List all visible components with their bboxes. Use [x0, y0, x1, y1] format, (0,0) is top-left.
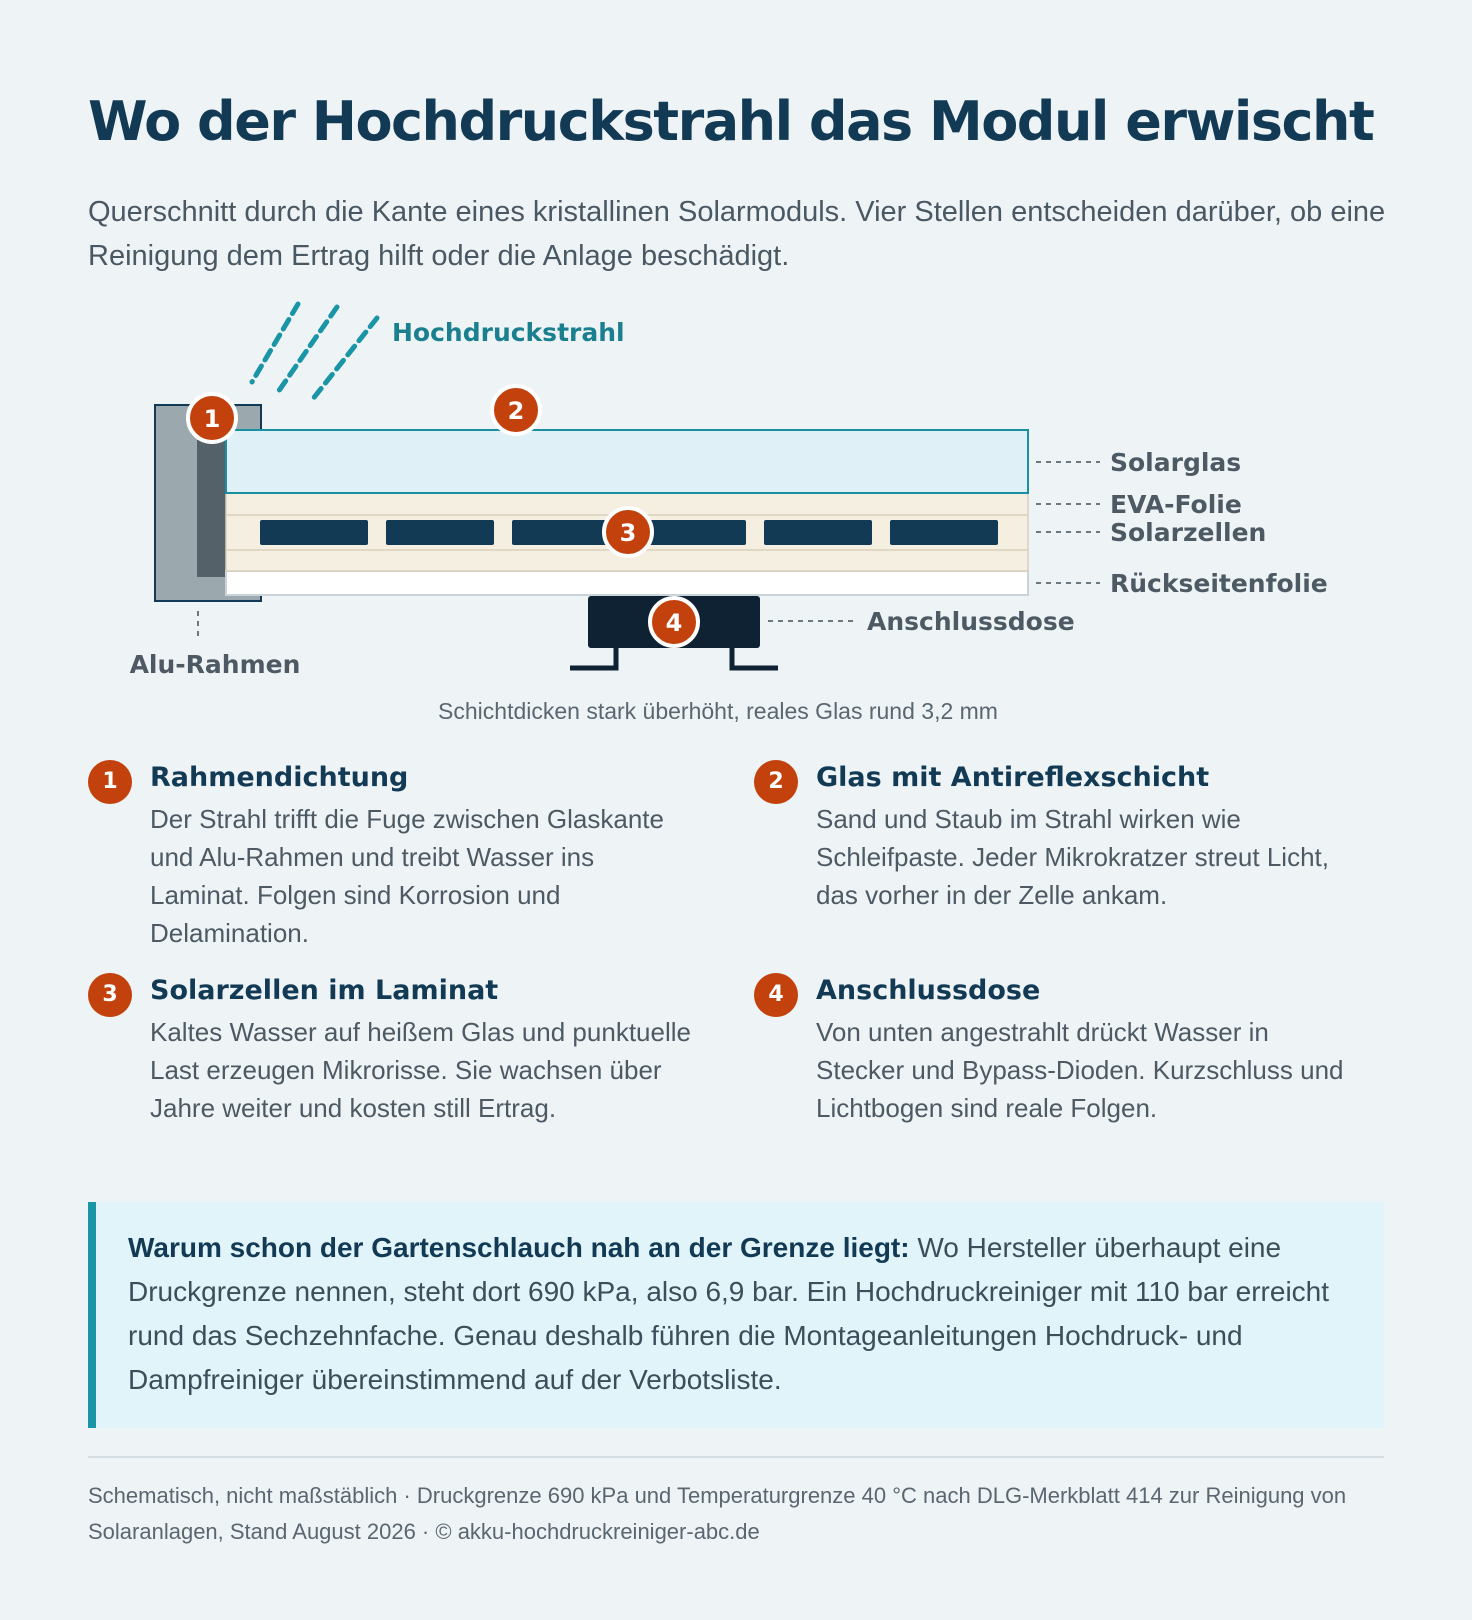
diagram-caption: Schichtdicken stark überhöht, reales Glas rund 3,2 mm: [438, 698, 998, 724]
item-solarzellen: [88, 971, 698, 1127]
footer-divider: [88, 1456, 1384, 1458]
marker-3: [604, 508, 652, 556]
cells-label: Solarzellen: [1110, 518, 1267, 547]
marker-2-label: 2: [507, 397, 525, 425]
item-number: 4: [754, 973, 798, 1017]
item-anschlussdose: [754, 971, 1364, 1127]
item-number: 1: [88, 760, 132, 804]
page-title: Wo der Hochdruckstrahl das Modul erwischt: [88, 90, 1374, 153]
backsheet-label: Rückseitenfolie: [1110, 569, 1328, 598]
item-text: Von unten angestrahlt drückt Wasser in Stecker und Bypass-Dioden. Kurzschluss und Lichtbogen sind reale Folgen.: [816, 1017, 1344, 1123]
page-subtitle: Querschnitt durch die Kante eines kristallinen Solarmoduls. Vier Stellen entscheiden darüber, ob eine Reinigung dem Ertrag hilft oder die Anlage beschädigt.: [88, 196, 1386, 272]
frame-inner: [197, 440, 227, 577]
marker-4: [650, 598, 698, 646]
pressure-note: [88, 1202, 1384, 1428]
solar-cell: [260, 520, 368, 545]
note-text: Wo Hersteller überhaupt eine Druckgrenze nennen, steht dort 690 kPa, also 6,9 bar. Ein Hochdruckreiniger mit 110 bar erreicht rund das Sechzehnfache. Genau deshalb führen die Montageanleitungen Hochdruck- und Dampfreiniger übereinstimmend auf der Verbotsliste.: [128, 1232, 1330, 1395]
marker-4-label: 4: [665, 609, 683, 637]
item-title: Glas mit Antireflexschicht: [816, 762, 1210, 793]
marker-1-label: 1: [203, 405, 221, 433]
jet-label: Hochdruckstrahl: [392, 318, 625, 347]
item-title: Rahmendichtung: [150, 762, 409, 793]
marker-2: [492, 386, 540, 434]
frame-label: Alu-Rahmen: [129, 650, 301, 679]
item-number: 2: [754, 760, 798, 804]
item-text: Der Strahl trifft die Fuge zwischen Glaskante und Alu-Rahmen und treibt Wasser ins Laminat. Folgen sind Korrosion und Delamination.: [150, 804, 664, 948]
backsheet-layer: [226, 571, 1028, 595]
item-glas: [754, 758, 1364, 914]
item-text: Kaltes Wasser auf heißem Glas und punktuelle Last erzeugen Mikrorisse. Sie wachsen über Jahre weiter und kosten still Ertrag.: [150, 1017, 691, 1123]
junction-box-label: Anschlussdose: [867, 607, 1075, 636]
solar-cell: [764, 520, 872, 545]
marker-3-label: 3: [619, 519, 637, 547]
source-footer: Schematisch, nicht maßstäblich · Druckgrenze 690 kPa und Temperaturgrenze 40 °C nach DLG-Merkblatt 414 zur Reinigung von Solaranlagen, Stand August 2026 · © akku-hochdruckreiniger-abc.de: [88, 1483, 1347, 1544]
solar-cell: [386, 520, 494, 545]
solar-cell: [638, 520, 746, 545]
item-number: 3: [88, 973, 132, 1017]
item-rahmendichtung: [88, 758, 698, 952]
note-lead: Warum schon der Gartenschlauch nah an der Grenze liegt:: [128, 1232, 910, 1263]
module-cross-section: [0, 290, 1472, 695]
item-text: Sand und Staub im Strahl wirken wie Schleifpaste. Jeder Mikrokratzer streut Licht, das vorher in der Zelle ankam.: [816, 804, 1329, 910]
eva-label: EVA-Folie: [1110, 490, 1242, 519]
solar-cell: [890, 520, 998, 545]
glass-layer: [226, 430, 1028, 493]
item-title: Anschlussdose: [816, 975, 1041, 1006]
item-title: Solarzellen im Laminat: [150, 975, 499, 1006]
marker-1: [188, 394, 236, 442]
glass-label: Solarglas: [1110, 448, 1242, 477]
water-jet-icon: [252, 304, 377, 400]
